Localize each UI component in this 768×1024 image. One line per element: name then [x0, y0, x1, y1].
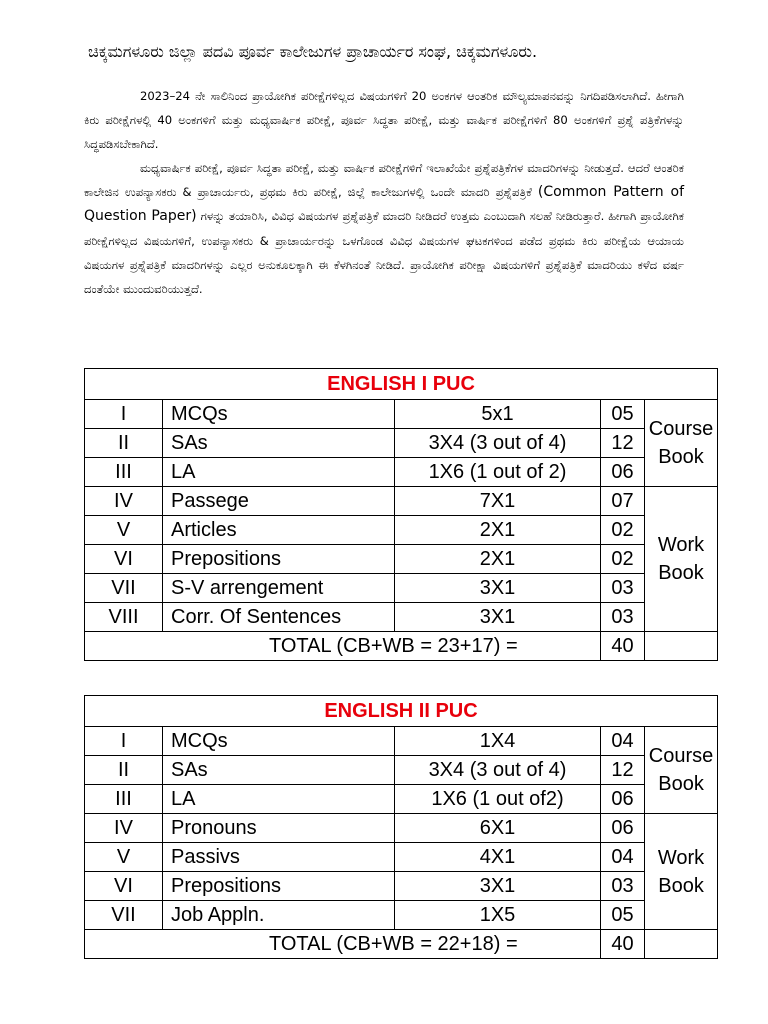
table-title: ENGLISH I PUC: [85, 369, 718, 400]
table-row: [85, 574, 718, 603]
question-type: Pronouns: [163, 814, 395, 843]
marks-pattern: 4X1: [395, 843, 601, 872]
question-type: Corr. Of Sentences: [163, 603, 395, 632]
intro-text: [84, 84, 684, 301]
table-title-row: [85, 696, 718, 727]
marks-value: 03: [601, 872, 645, 901]
table-row: [85, 843, 718, 872]
table-row: [85, 458, 718, 487]
marks-value: 12: [601, 756, 645, 785]
question-type: MCQs: [163, 400, 395, 429]
marks-value: 05: [601, 400, 645, 429]
marks-pattern: 5x1: [395, 400, 601, 429]
work-book-label: Work Book: [645, 814, 718, 930]
marks-pattern: 3X4 (3 out of 4): [395, 756, 601, 785]
question-type: Passege: [163, 487, 395, 516]
question-number: VII: [85, 574, 163, 603]
question-number: VII: [85, 901, 163, 930]
question-number: VI: [85, 545, 163, 574]
table-row: [85, 545, 718, 574]
marks-pattern: 1X6 (1 out of2): [395, 785, 601, 814]
table-row: [85, 785, 718, 814]
question-type: Passivs: [163, 843, 395, 872]
total-empty-cell: [645, 930, 718, 959]
marks-value: 02: [601, 545, 645, 574]
marks-value: 07: [601, 487, 645, 516]
marks-pattern: 1X5: [395, 901, 601, 930]
work-book-label: Work Book: [645, 487, 718, 632]
marks-pattern: 3X1: [395, 872, 601, 901]
question-number: VIII: [85, 603, 163, 632]
table-row: [85, 603, 718, 632]
marks-value: 12: [601, 429, 645, 458]
question-number: II: [85, 756, 163, 785]
marks-pattern: 1X6 (1 out of 2): [395, 458, 601, 487]
marks-pattern: 2X1: [395, 516, 601, 545]
table-row: [85, 727, 718, 756]
marks-value: 04: [601, 843, 645, 872]
question-number: IV: [85, 487, 163, 516]
question-number: III: [85, 785, 163, 814]
marks-value: 02: [601, 516, 645, 545]
table-title: ENGLISH II PUC: [85, 696, 718, 727]
question-number: II: [85, 429, 163, 458]
total-value: 40: [601, 632, 645, 661]
question-number: V: [85, 843, 163, 872]
question-type: Job Appln.: [163, 901, 395, 930]
english-1-puc-table: [84, 368, 718, 661]
marks-value: 06: [601, 785, 645, 814]
question-type: LA: [163, 785, 395, 814]
table-row: [85, 487, 718, 516]
question-type: S-V arrengement: [163, 574, 395, 603]
marks-pattern: 7X1: [395, 487, 601, 516]
english-2-puc-table: [84, 695, 718, 959]
course-book-label: Course Book: [645, 727, 718, 814]
question-type: MCQs: [163, 727, 395, 756]
marks-value: 06: [601, 814, 645, 843]
marks-value: 04: [601, 727, 645, 756]
table-row: [85, 901, 718, 930]
table-title-row: [85, 369, 718, 400]
question-type: Prepositions: [163, 545, 395, 574]
marks-pattern: 3X1: [395, 574, 601, 603]
question-number: I: [85, 727, 163, 756]
question-number: VI: [85, 872, 163, 901]
total-empty-cell: [645, 632, 718, 661]
question-type: Prepositions: [163, 872, 395, 901]
table-row: [85, 814, 718, 843]
marks-value: 05: [601, 901, 645, 930]
table-row: [85, 400, 718, 429]
question-type: SAs: [163, 756, 395, 785]
marks-pattern: 3X4 (3 out of 4): [395, 429, 601, 458]
course-book-label: Course Book: [645, 400, 718, 487]
intro-paragraph-2-part-2: ಗಳನ್ನು ತಯಾರಿಸಿ, ವಿವಿಧ ವಿಷಯಗಳ ಪ್ರಶ್ನೆಪತ್ರಿಕೆ ಮಾದರಿ ನೀಡಿದರೆ ಉತ್ತಮ ಎಂಬುದಾಗಿ ಸಲಹೆ ನೀಡಿರುತ್ತಾರೆ. ಹೀಗಾಗಿ ಪ್ರಾಯೋಗಿಕ ಪರೀಕ್ಷೆಗಳಿಲ್ಲದ ವಿಷಯಗಳಿಗೆ, ಉಪನ್ಯಾಸಕರು & ಪ್ರಾಚಾರ್ಯರನ್ನು ಒಳಗೊಂಡ ವಿವಿಧ ವಿಷಯಗಳ ಘಟಕಗಳಿಂದ ಪಡೆದ ಪ್ರಥಮ ಕಿರು ಪರೀಕ್ಷೆಯ ಆಯಾಯ ವಿಷಯಗಳ ಪ್ರಶ್ನೆಪತ್ರಿಕೆ ಮಾದರಿಗಳನ್ನು ಎಲ್ಲರ ಅನುಕೂಲಕ್ಕಾಗಿ ಈ ಕೆಳಗಿನಂತೆ ನೀಡಿದೆ. ಪ್ರಾಯೋಗಿಕ ಪರೀಕ್ಷಾ ವಿಷಯಗಳಿಗೆ ಪ್ರಶ್ನೆಪತ್ರಿಕೆ ಮಾದರಿಯು ಕಳೆದ ವರ್ಷ ದಂತೆಯೇ ಮುಂದುವರಿಯುತ್ತದೆ.: [84, 209, 684, 296]
marks-pattern: 3X1: [395, 603, 601, 632]
intro-paragraph-2-part-1: ಮಧ್ಯವಾರ್ಷಿಕ ಪರೀಕ್ಷೆ, ಪೂರ್ವ ಸಿದ್ಧತಾ ಪರೀಕ್ಷೆ, ಮತ್ತು ವಾರ್ಷಿಕ ಪರೀಕ್ಷೆಗಳಿಗೆ ಇಲಾಖೆಯೇ ಪ್ರಶ್ನೆಪತ್ರಿಕೆಗಳ ಮಾದರಿಗಳನ್ನು ನೀಡುತ್ತದೆ. ಆದರೆ ಆಂತರಿಕ ಕಾಲೇಜಿನ ಉಪನ್ಯಾಸಕರು & ಪ್ರಾಚಾರ್ಯರು, ಪ್ರಥಮ ಕಿರು ಪರೀಕ್ಷೆ, ಜಿಲ್ಲೆ ಕಾಲೇಜುಗಳಲ್ಲಿ ಒಂದೇ ಮಾದರಿ ಪ್ರಶ್ನೆಪತ್ರಿಕೆ: [84, 161, 684, 200]
question-type: Articles: [163, 516, 395, 545]
common-pattern-phrase: (Common Pattern of Question Paper): [84, 184, 685, 225]
question-number: V: [85, 516, 163, 545]
question-type: LA: [163, 458, 395, 487]
marks-value: 03: [601, 574, 645, 603]
table-row: [85, 429, 718, 458]
marks-pattern: 2X1: [395, 545, 601, 574]
question-number: I: [85, 400, 163, 429]
total-label: TOTAL (CB+WB = 23+17) =: [85, 632, 601, 661]
total-row: [85, 930, 718, 959]
question-number: IV: [85, 814, 163, 843]
total-row: [85, 632, 718, 661]
question-type: SAs: [163, 429, 395, 458]
marks-value: 03: [601, 603, 645, 632]
table-row: [85, 872, 718, 901]
total-value: 40: [601, 930, 645, 959]
table-row: [85, 756, 718, 785]
association-heading: ಚಿಕ್ಕಮಗಳೂರು ಜಿಲ್ಲಾ ಪದವಿ ಪೂರ್ವ ಕಾಲೇಜುಗಳ ಪ್ರಾಚಾರ್ಯರ ಸಂಘ, ಚಿಕ್ಕಮಗಳೂರು.: [88, 42, 538, 61]
intro-paragraph-1: 2023–24 ನೇ ಸಾಲಿನಿಂದ ಪ್ರಾಯೋಗಿಕ ಪರೀಕ್ಷೆಗಳಿಲ್ಲದ ವಿಷಯಗಳಿಗೆ 20 ಅಂಕಗಳ ಆಂತರಿಕ ಮೌಲ್ಯಮಾಪನವನ್ನು ನಿಗದಿಪಡಿಸಲಾಗಿದೆ. ಹೀಗಾಗಿ ಕಿರು ಪರೀಕ್ಷೆಗಳಲ್ಲಿ 40 ಅಂಕಗಳಿಗೆ ಮತ್ತು ಮಧ್ಯವಾರ್ಷಿಕ ಪರೀಕ್ಷೆ, ಪೂರ್ವ ಸಿದ್ಧತಾ ಪರೀಕ್ಷೆ, ಮತ್ತು ವಾರ್ಷಿಕ ಪರೀಕ್ಷೆಗಳಿಗೆ 80 ಅಂಕಗಳಿಗೆ ಪ್ರಶ್ನೆ ಪತ್ರಿಕೆಗಳನ್ನು ಸಿದ್ಧಪಡಿಸಬೇಕಾಗಿದೆ.: [84, 89, 684, 152]
intro-paragraph-2: [84, 156, 684, 301]
marks-value: 06: [601, 458, 645, 487]
table-row: [85, 516, 718, 545]
marks-pattern: 6X1: [395, 814, 601, 843]
marks-pattern: 1X4: [395, 727, 601, 756]
question-number: III: [85, 458, 163, 487]
total-label: TOTAL (CB+WB = 22+18) =: [85, 930, 601, 959]
